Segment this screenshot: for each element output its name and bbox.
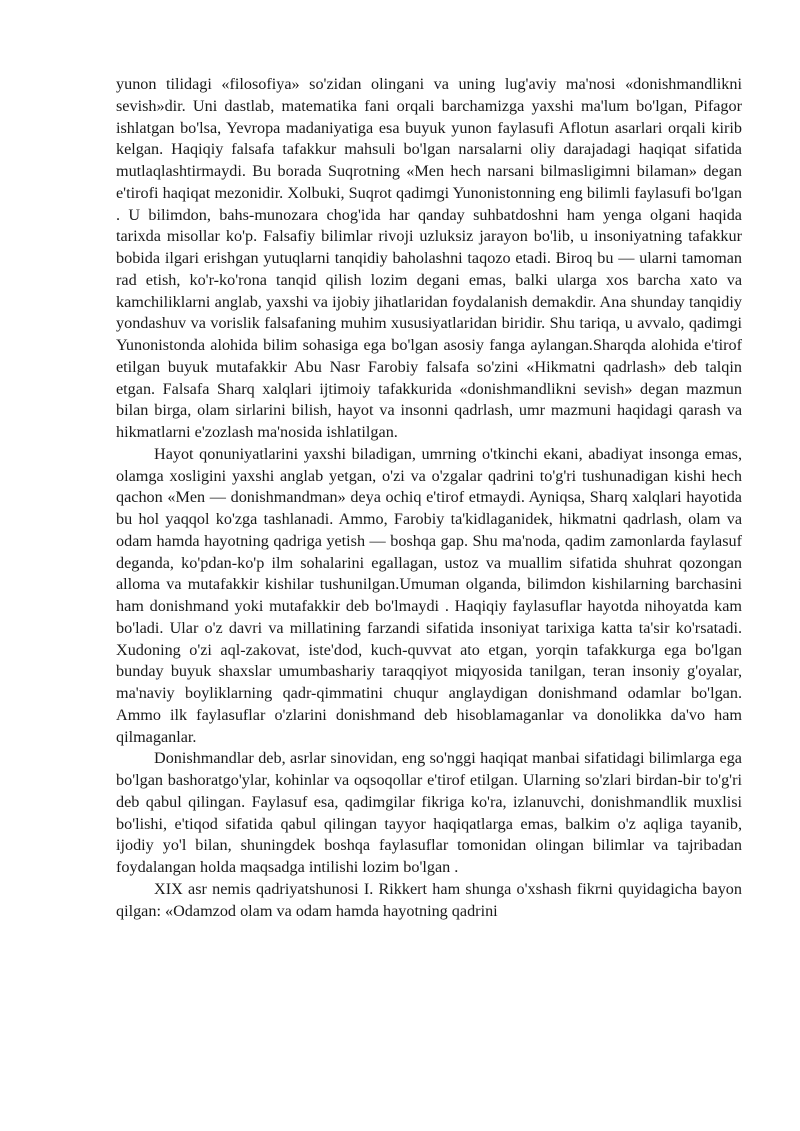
paragraph-2: Hayot qonuniyatlarini yaxshi biladigan, umrning o'tkinchi ekani, abadiyat insonga emas, olamga xosligini yaxshi anglab yetgan, o'zi va o'zgalar qadrini to'g'ri tushunadigan kishi hech qachon «Men — donishmandman» deya ochiq e'tirof etmaydi. Ayniqsa, Sharq xalqlari hayotida bu hol yaqqol ko'zga tashlanadi. Ammo, Farobiy ta'kidlaganidek, hikmatni qadrlash, olam va odam hamda hayotning qadriga yetish — boshqa gap. Shu ma'noda, qadim zamonlarda faylasuf deganda, ko'pdan-ko'p ilm sohalarini egallagan, ustoz va muallim sifatida shuhrat qozongan alloma va mutafakkir kishilar tushunilgan.Umuman olganda, bilimdon kishilarning barchasini ham donishmand yoki mutafakkir deb bo'lmaydi . Haqiqiy faylasuflar hayotda nihoyatda kam bo'ladi. Ular o'z davri va millatining farzandi sifatida insoniyat tarixiga katta ta'sir ko'rsatadi. Xudoning o'zi aql-zakovat, iste'dod, kuch-quvvat ato etgan, yorqin tafakkurga ega bo'lgan bunday buyuk shaxslar umumbashariy taraqqiyot miqyosida tanilgan, teran insoniy g'oyalar, ma'naviy boyliklarning qadr-qimmatini chuqur anglaydigan donishmand odamlar bo'lgan. Ammo ilk faylasuflar o'zlarini donishmand deb hisoblamaganlar va donolikka da'vo ham qilmaganlar.: [116, 444, 742, 746]
paragraph-3: Donishmandlar deb, asrlar sinovidan, eng so'nggi haqiqat manbai sifatidagi bilimlarga ega bo'lgan bashoratgo'ylar, kohinlar va oqsoqollar e'tirof etilgan. Ularning so'zlari birdan-bir to'g'ri deb qabul qilingan. Faylasuf esa, qadimgilar fikriga ko'ra, izlanuvchi, donishmandlik muxlisi bo'lishi, e'tiqod sifatida qabul qilingan tayyor haqiqatlarga emas, balkim o'z aqliga tayanib, ijodiy yo'l bilan, shuningdek boshqa faylasuflar tomonidan olingan bilimlar va tajribadan foydalangan holda maqsadga intilishi lozim bo'lgan .: [116, 749, 742, 876]
paragraph-1: yunon tilidagi «filosofiya» so'zidan olingani va uning lug'aviy ma'nosi «donishmandlikni sevish»dir. Uni dastlab, matematika fani orqali barchamizga yaxshi ma'lum bo'lgan, Pifagor ishlatgan bo'lsa, Yevropa madaniyatiga esa buyuk yunon faylasufi Aflotun asarlari orqali kirib kelgan. Haqiqiy falsafa tafakkur mahsuli bo'lgan narsalarni oliy darajadagi haqiqat sifatida mutlaqlashtirmaydi. Bu borada Suqrotning «Men hech narsani bilmasligimni bilaman» degan e'tirofi haqiqat mezonidir. Xolbuki, Suqrot qadimgi Yunonistonning eng bilimli faylasufi bo'lgan . U bilimdon, bahs-munozara chog'ida har qanday suhbatdoshni ham yenga olgani haqida tarixda misollar ko'p. Falsafiy bilimlar rivoji uzluksiz jarayon bo'lib, u insoniyatning tafakkur bobida ilgari erishgan yutuqlarni tanqidiy baholashni taqozo etadi. Biroq bu — ularni tamoman rad etish, ko'r-ko'rona tanqid qilish lozim degani emas, balki ularga xos barcha xato va kamchiliklarni anglab, yaxshi va ijobiy jihatlaridan foydalanish demakdir. Ana shunday tanqidiy yondashuv va vorislik falsafaning muhim xususiyatlaridan biridir. Shu tariqa, u avvalo, qadimgi Yunonistonda alohida bilim sohasiga ega bo'lgan asosiy fanga aylangan.Sharqda alohida e'tirof etilgan buyuk mutafakkir Abu Nasr Farobiy falsafa so'zini «Hikmatni qadrlash» deb talqin etgan. Falsafa Sharq xalqlari ijtimoiy tafakkurida «donishmandlikni sevish» degan mazmun bilan birga, olam sirlarini bilish, hayot va insonni qadrlash, umr mazmuni haqidagi qarash va hikmatlarni e'zozlash ma'nosida ishlatilgan.: [116, 75, 742, 441]
document-page: [116, 74, 742, 922]
paragraph-4: XIX asr nemis qadriyatshunosi I. Rikkert ham shunga o'xshash fikrni quyidagicha bayon qilgan: «Odamzod olam va odam hamda hayotning qadrini: [116, 879, 742, 920]
